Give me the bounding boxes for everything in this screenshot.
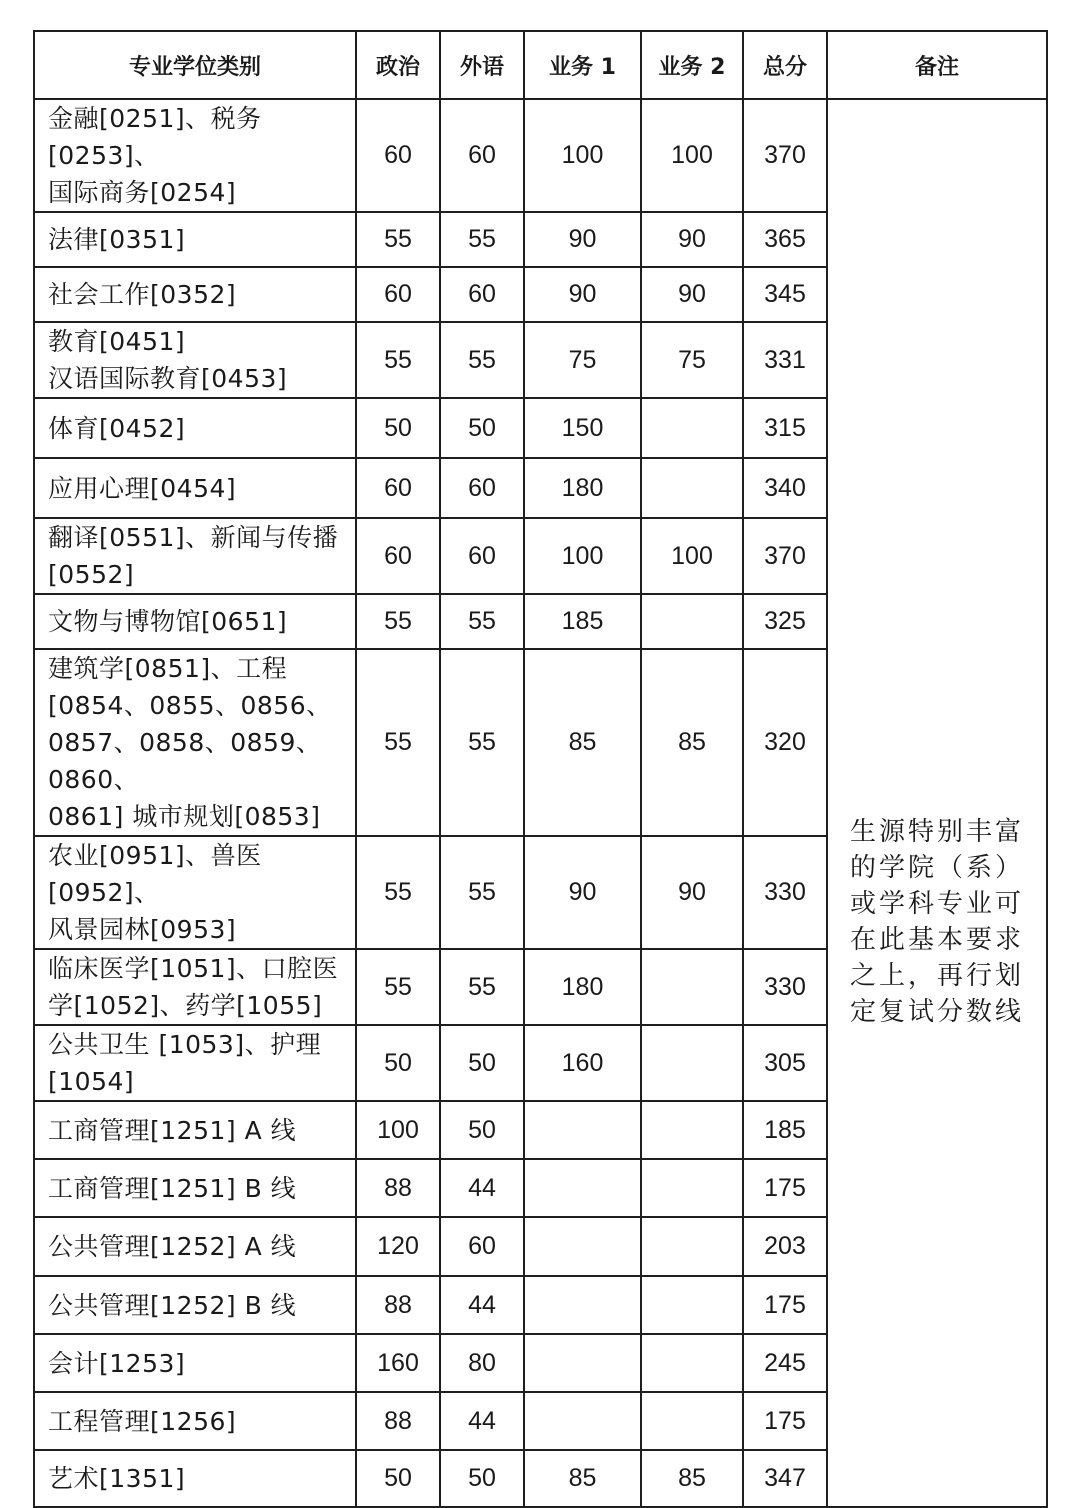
category-cell: 公共管理[1252] A 线: [34, 1217, 356, 1276]
total-cell: 245: [743, 1334, 827, 1392]
category-cell: 教育[0451] 汉语国际教育[0453]: [34, 322, 356, 398]
politics-cell: 60: [356, 99, 440, 212]
total-cell: 185: [743, 1101, 827, 1159]
total-cell: 330: [743, 836, 827, 949]
category-cell: 社会工作[0352]: [34, 267, 356, 322]
header-remark: 备注: [827, 31, 1047, 99]
category-cell: 艺术[1351]: [34, 1450, 356, 1507]
subject2-cell: 100: [641, 518, 743, 594]
politics-cell: 160: [356, 1334, 440, 1392]
header-row: [34, 31, 1047, 99]
subject2-cell: [641, 594, 743, 649]
politics-cell: 55: [356, 212, 440, 267]
subject2-cell: [641, 1392, 743, 1450]
politics-cell: 60: [356, 518, 440, 594]
politics-cell: 50: [356, 398, 440, 458]
total-cell: 305: [743, 1025, 827, 1101]
language-cell: 44: [440, 1276, 524, 1334]
language-cell: 50: [440, 1450, 524, 1507]
subject2-cell: 90: [641, 836, 743, 949]
total-cell: 370: [743, 99, 827, 212]
subject2-cell: [641, 1276, 743, 1334]
language-cell: 50: [440, 1025, 524, 1101]
politics-cell: 100: [356, 1101, 440, 1159]
header-politics: 政治: [356, 31, 440, 99]
category-cell: 体育[0452]: [34, 398, 356, 458]
table-row: [34, 99, 1047, 212]
remark-cell: [827, 99, 1047, 1507]
language-cell: 55: [440, 322, 524, 398]
politics-cell: 55: [356, 649, 440, 836]
politics-cell: 55: [356, 836, 440, 949]
total-cell: 203: [743, 1217, 827, 1276]
subject1-cell: [524, 1276, 641, 1334]
subject1-cell: 100: [524, 518, 641, 594]
subject1-cell: 100: [524, 99, 641, 212]
category-cell: 翻译[0551]、新闻与传播 [0552]: [34, 518, 356, 594]
subject1-cell: 160: [524, 1025, 641, 1101]
total-cell: 365: [743, 212, 827, 267]
total-cell: 315: [743, 398, 827, 458]
language-cell: 60: [440, 99, 524, 212]
table-body: [34, 99, 1047, 1507]
category-cell: 建筑学[0851]、工程 [0854、0855、0856、 0857、0858、0859、0860、 0861] 城市规划[0853]: [34, 649, 356, 836]
score-table: [33, 30, 1048, 1508]
politics-cell: 55: [356, 949, 440, 1025]
subject1-cell: [524, 1159, 641, 1217]
category-cell: 会计[1253]: [34, 1334, 356, 1392]
header-category: 专业学位类别: [34, 31, 356, 99]
category-cell: 文物与博物馆[0651]: [34, 594, 356, 649]
subject2-cell: [641, 1101, 743, 1159]
subject1-cell: 185: [524, 594, 641, 649]
category-cell: 法律[0351]: [34, 212, 356, 267]
category-cell: 金融[0251]、税务[0253]、 国际商务[0254]: [34, 99, 356, 212]
subject1-cell: [524, 1334, 641, 1392]
language-cell: 80: [440, 1334, 524, 1392]
language-cell: 60: [440, 458, 524, 518]
total-cell: 345: [743, 267, 827, 322]
category-cell: 农业[0951]、兽医[0952]、 风景园林[0953]: [34, 836, 356, 949]
total-cell: 340: [743, 458, 827, 518]
language-cell: 60: [440, 518, 524, 594]
category-cell: 临床医学[1051]、口腔医 学[1052]、药学[1055]: [34, 949, 356, 1025]
language-cell: 55: [440, 212, 524, 267]
politics-cell: 55: [356, 594, 440, 649]
total-cell: 330: [743, 949, 827, 1025]
language-cell: 60: [440, 1217, 524, 1276]
category-cell: 工商管理[1251] A 线: [34, 1101, 356, 1159]
subject2-cell: 75: [641, 322, 743, 398]
language-cell: 44: [440, 1159, 524, 1217]
category-cell: 工商管理[1251] B 线: [34, 1159, 356, 1217]
subject1-cell: [524, 1101, 641, 1159]
header-subject1: 业务 1: [524, 31, 641, 99]
subject1-cell: 180: [524, 458, 641, 518]
category-cell: 应用心理[0454]: [34, 458, 356, 518]
total-cell: 370: [743, 518, 827, 594]
language-cell: 55: [440, 949, 524, 1025]
subject2-cell: 90: [641, 212, 743, 267]
total-cell: 320: [743, 649, 827, 836]
subject2-cell: [641, 1334, 743, 1392]
subject1-cell: 90: [524, 267, 641, 322]
politics-cell: 55: [356, 322, 440, 398]
language-cell: 60: [440, 267, 524, 322]
politics-cell: 88: [356, 1392, 440, 1450]
politics-cell: 60: [356, 458, 440, 518]
subject1-cell: 90: [524, 836, 641, 949]
politics-cell: 50: [356, 1450, 440, 1507]
subject2-cell: 85: [641, 1450, 743, 1507]
subject1-cell: [524, 1392, 641, 1450]
total-cell: 347: [743, 1450, 827, 1507]
subject2-cell: [641, 458, 743, 518]
category-cell: 公共卫生 [1053]、护理 [1054]: [34, 1025, 356, 1101]
politics-cell: 88: [356, 1159, 440, 1217]
subject2-cell: 100: [641, 99, 743, 212]
subject1-cell: 85: [524, 1450, 641, 1507]
language-cell: 44: [440, 1392, 524, 1450]
politics-cell: 88: [356, 1276, 440, 1334]
category-cell: 工程管理[1256]: [34, 1392, 356, 1450]
subject2-cell: [641, 1159, 743, 1217]
subject1-cell: 75: [524, 322, 641, 398]
subject1-cell: 85: [524, 649, 641, 836]
header-subject2: 业务 2: [641, 31, 743, 99]
total-cell: 175: [743, 1159, 827, 1217]
remark-text: 生源特别丰富的学院（系）或学科专业可在此基本要求之上，再行划定复试分数线: [849, 817, 1024, 1027]
language-cell: 55: [440, 836, 524, 949]
subject2-cell: 90: [641, 267, 743, 322]
header-total: 总分: [743, 31, 827, 99]
subject2-cell: [641, 949, 743, 1025]
category-cell: 公共管理[1252] B 线: [34, 1276, 356, 1334]
subject1-cell: 180: [524, 949, 641, 1025]
total-cell: 175: [743, 1276, 827, 1334]
politics-cell: 60: [356, 267, 440, 322]
politics-cell: 120: [356, 1217, 440, 1276]
subject2-cell: [641, 1217, 743, 1276]
total-cell: 325: [743, 594, 827, 649]
subject1-cell: [524, 1217, 641, 1276]
total-cell: 331: [743, 322, 827, 398]
subject1-cell: 90: [524, 212, 641, 267]
politics-cell: 50: [356, 1025, 440, 1101]
language-cell: 55: [440, 649, 524, 836]
language-cell: 50: [440, 398, 524, 458]
language-cell: 55: [440, 594, 524, 649]
language-cell: 50: [440, 1101, 524, 1159]
total-cell: 175: [743, 1392, 827, 1450]
subject2-cell: [641, 1025, 743, 1101]
subject1-cell: 150: [524, 398, 641, 458]
subject2-cell: [641, 398, 743, 458]
header-language: 外语: [440, 31, 524, 99]
subject2-cell: 85: [641, 649, 743, 836]
